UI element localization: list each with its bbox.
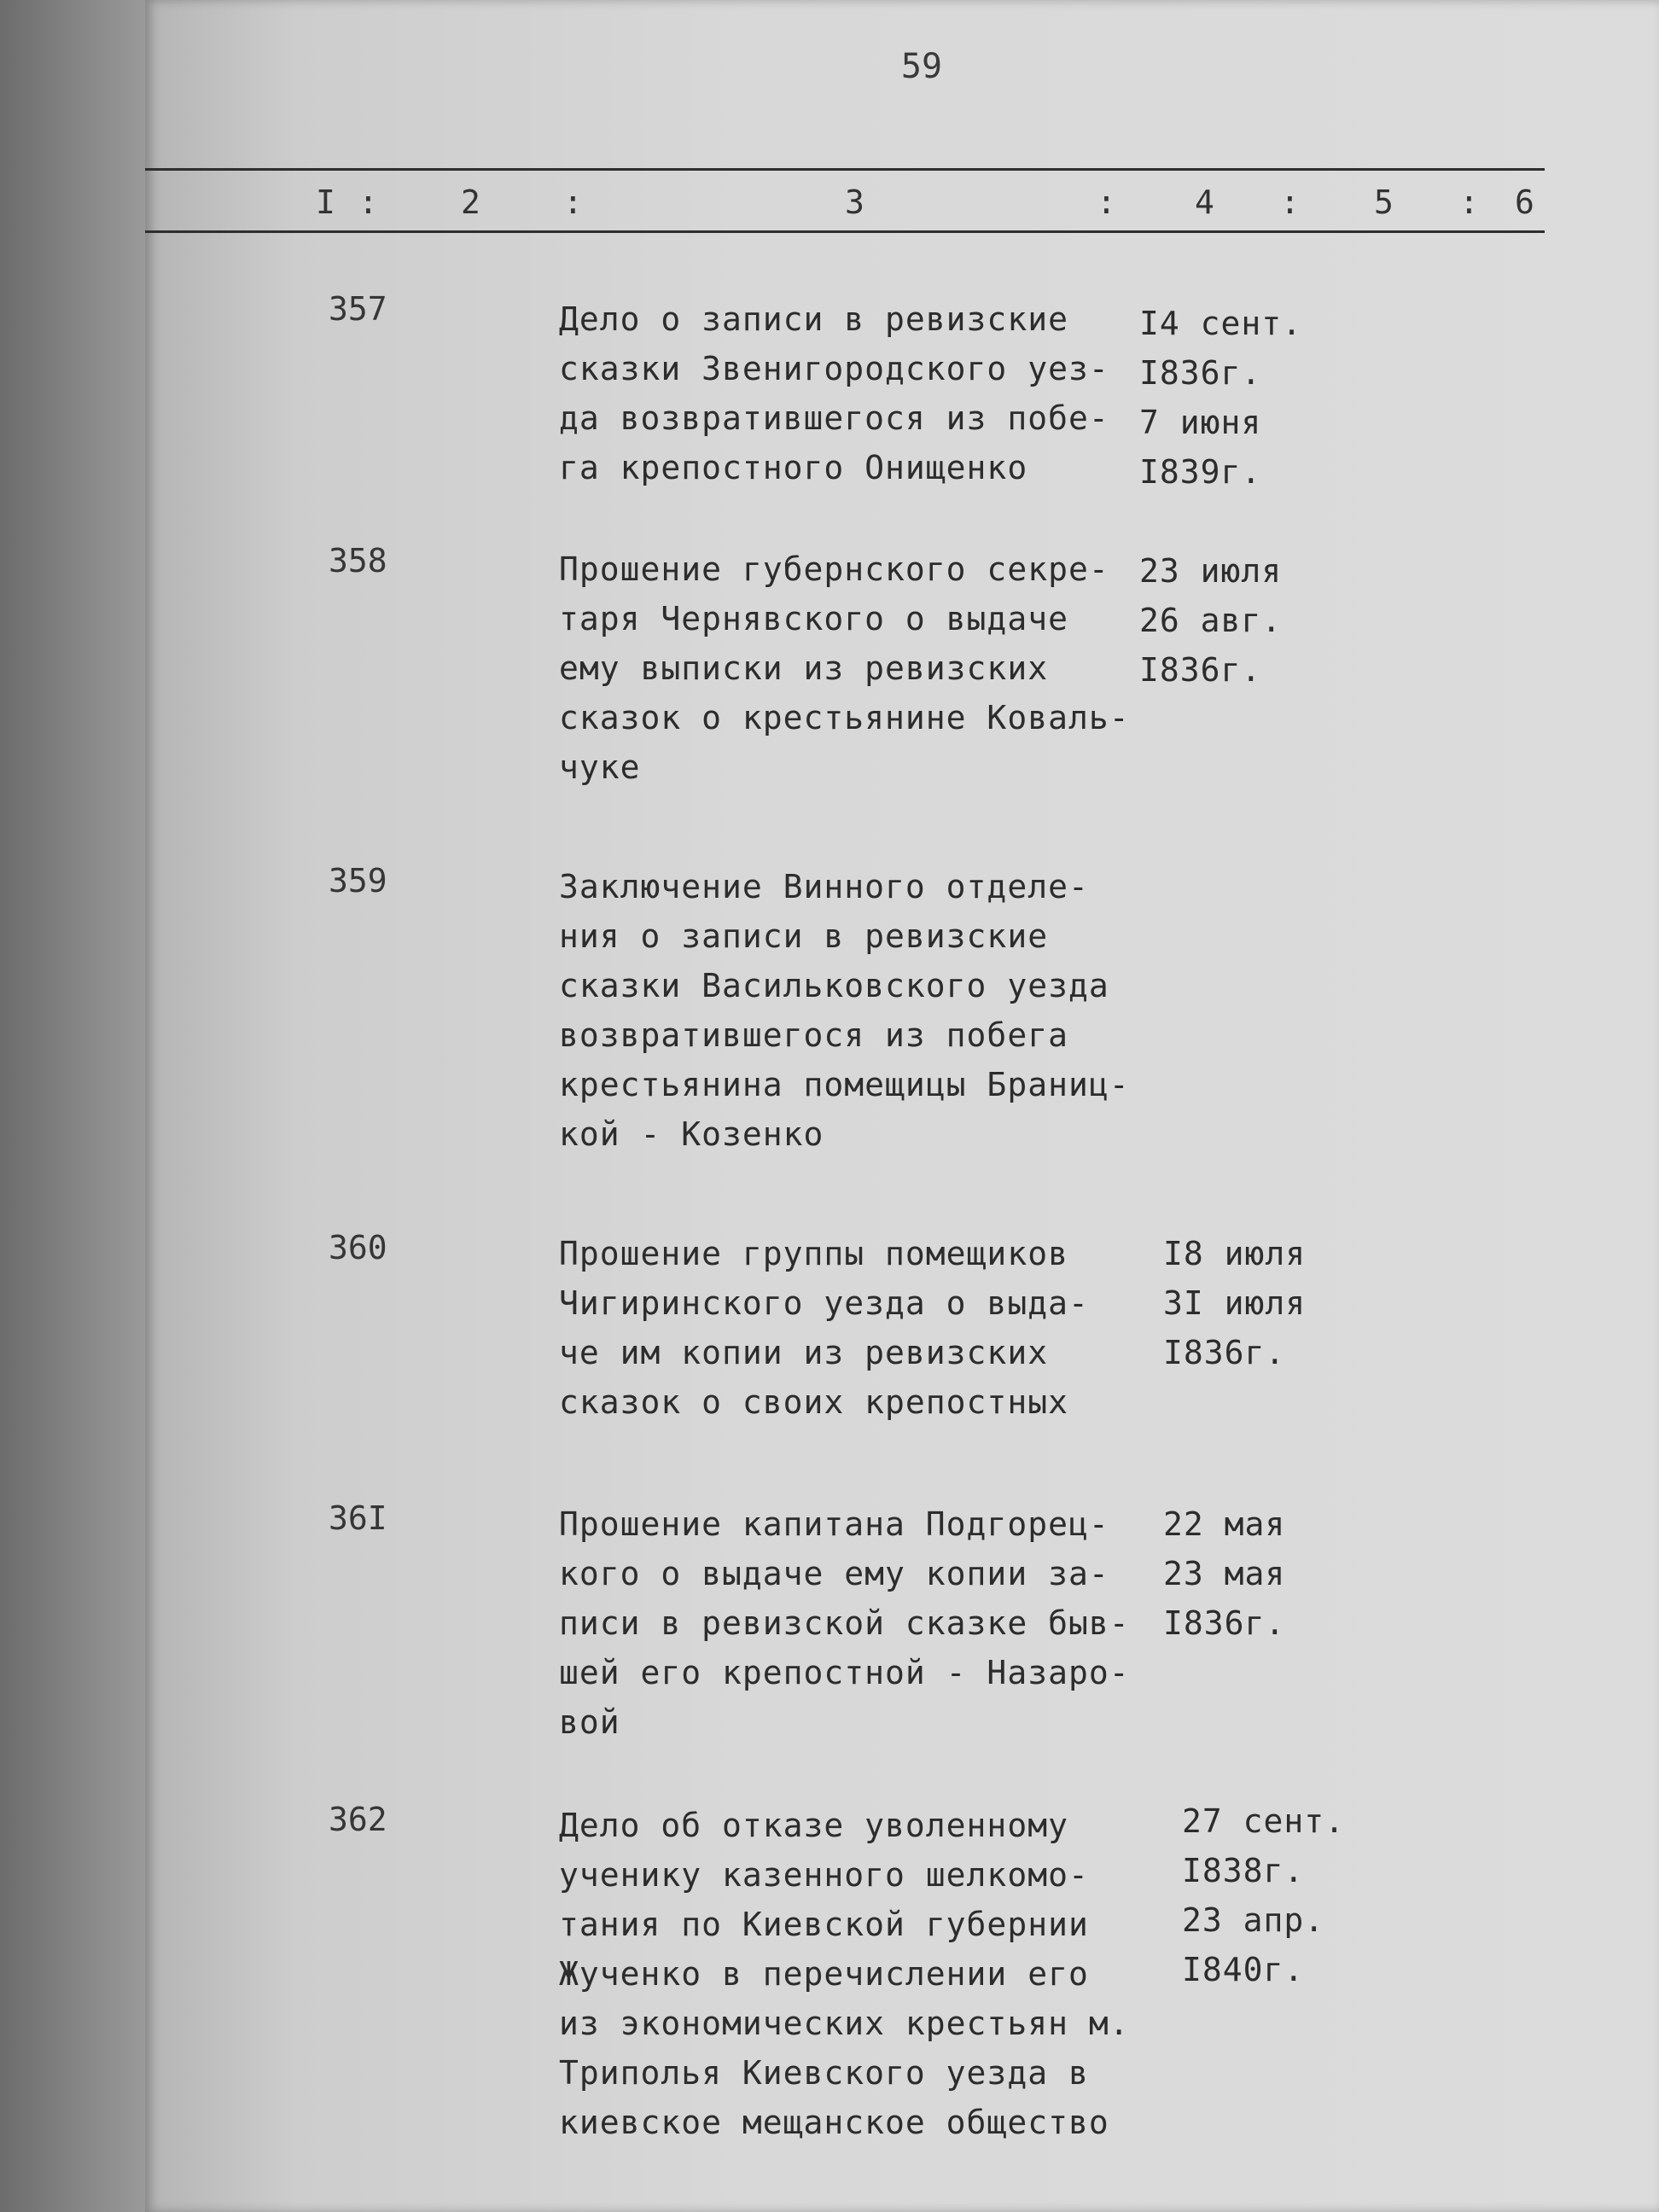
entry-number: 362 bbox=[329, 1801, 387, 1838]
entry-description bbox=[559, 1229, 1089, 1427]
header-top-rule bbox=[145, 168, 1545, 171]
date-line: I839г. bbox=[1139, 453, 1262, 491]
date-line: I8 июля bbox=[1163, 1235, 1307, 1272]
entry-description bbox=[559, 1499, 1130, 1747]
entry-description bbox=[559, 1801, 1130, 2147]
entry-dates bbox=[1182, 1796, 1345, 1994]
description-line: чуке bbox=[559, 748, 641, 786]
description-line: сказки Звенигородского уез- bbox=[559, 350, 1109, 387]
description-line: Дело об отказе уволенному bbox=[559, 1807, 1068, 1844]
description-line: Заключение Винного отделе- bbox=[559, 868, 1089, 905]
header-sep-2: : bbox=[563, 183, 583, 221]
date-line: I836г. bbox=[1163, 1334, 1286, 1371]
entry-dates bbox=[1139, 299, 1302, 497]
book-binding-edge bbox=[0, 0, 145, 2212]
entry-description bbox=[559, 862, 1130, 1159]
description-line: га крепостного Онищенко bbox=[559, 449, 1028, 486]
description-line: Чигиринского уезда о выда- bbox=[559, 1284, 1089, 1322]
entry-number: 36I bbox=[329, 1499, 387, 1537]
description-line: Прошение капитана Подгорец- bbox=[559, 1505, 1109, 1543]
description-line: да возвратившегося из побе- bbox=[559, 399, 1109, 437]
description-line: возвратившегося из побега bbox=[559, 1016, 1068, 1054]
date-line: 23 мая bbox=[1163, 1555, 1286, 1592]
entry-number: 358 bbox=[329, 542, 387, 579]
date-line: 26 авг. bbox=[1139, 602, 1283, 639]
description-line: таря Чернявского о выдаче bbox=[559, 600, 1068, 637]
date-line: 23 июля bbox=[1139, 552, 1283, 590]
entry-number: 359 bbox=[329, 862, 387, 899]
description-line: че им копии из ревизских bbox=[559, 1334, 1049, 1371]
date-line: I836г. bbox=[1163, 1604, 1286, 1642]
description-line: вой bbox=[559, 1703, 620, 1741]
description-line: киевское мещанское общество bbox=[559, 2104, 1109, 2141]
description-line: шей его крепостной - Назаро- bbox=[559, 1654, 1130, 1691]
header-col-3: 3 bbox=[845, 183, 864, 221]
description-line: Жученко в перечислении его bbox=[559, 1955, 1089, 1993]
date-line: I836г. bbox=[1139, 354, 1262, 392]
header-col-5: 5 bbox=[1374, 183, 1394, 221]
date-line: 23 апр. bbox=[1182, 1901, 1325, 1939]
header-sep-4: : bbox=[1280, 183, 1300, 221]
date-line: 7 июня bbox=[1139, 404, 1262, 441]
entry-description bbox=[559, 294, 1109, 492]
description-line: Дело о записи в ревизские bbox=[559, 300, 1068, 338]
description-line: из экономических крестьян м. bbox=[559, 2005, 1130, 2042]
header-col-1: I bbox=[316, 183, 335, 221]
description-line: кой - Козенко bbox=[559, 1115, 824, 1153]
entry-description bbox=[559, 544, 1130, 792]
date-line: 27 сент. bbox=[1182, 1802, 1346, 1840]
entry-number: 360 bbox=[329, 1229, 387, 1266]
description-line: сказок о своих крепостных bbox=[559, 1383, 1068, 1421]
entry-dates bbox=[1139, 546, 1282, 695]
header-col-2: 2 bbox=[461, 183, 480, 221]
description-line: ему выписки из ревизских bbox=[559, 649, 1049, 687]
date-line: I4 сент. bbox=[1139, 305, 1303, 342]
header-col-4: 4 bbox=[1195, 183, 1214, 221]
entry-dates bbox=[1163, 1499, 1285, 1648]
header-sep-1: : bbox=[358, 183, 378, 221]
description-line: Прошение губернского секре- bbox=[559, 550, 1109, 588]
description-line: писи в ревизской сказке быв- bbox=[559, 1604, 1130, 1642]
description-line: Триполья Киевского уезда в bbox=[559, 2054, 1089, 2092]
date-line: I836г. bbox=[1139, 651, 1262, 689]
date-line: I840г. bbox=[1182, 1951, 1305, 1988]
date-line: I838г. bbox=[1182, 1852, 1305, 1889]
entry-dates bbox=[1163, 1229, 1306, 1377]
page-number: 59 bbox=[900, 47, 943, 86]
date-line: 3I июля bbox=[1163, 1284, 1307, 1322]
header-col-6: 6 bbox=[1515, 183, 1534, 221]
description-line: сказок о крестьянине Коваль- bbox=[559, 699, 1130, 736]
header-sep-5: : bbox=[1459, 183, 1479, 221]
header-sep-3: : bbox=[1097, 183, 1116, 221]
description-line: Прошение группы помещиков bbox=[559, 1235, 1068, 1272]
entry-number: 357 bbox=[329, 290, 387, 328]
description-line: ученику казенного шелкомо- bbox=[559, 1856, 1089, 1894]
description-line: сказки Васильковского уезда bbox=[559, 967, 1109, 1004]
document-page bbox=[145, 0, 1659, 2212]
description-line: кого о выдаче ему копии за- bbox=[559, 1555, 1109, 1592]
description-line: тания по Киевской губернии bbox=[559, 1906, 1089, 1943]
date-line: 22 мая bbox=[1163, 1505, 1286, 1543]
header-bottom-rule bbox=[145, 230, 1545, 233]
description-line: крестьянина помещицы Браниц- bbox=[559, 1066, 1130, 1103]
description-line: ния о записи в ревизские bbox=[559, 917, 1049, 955]
